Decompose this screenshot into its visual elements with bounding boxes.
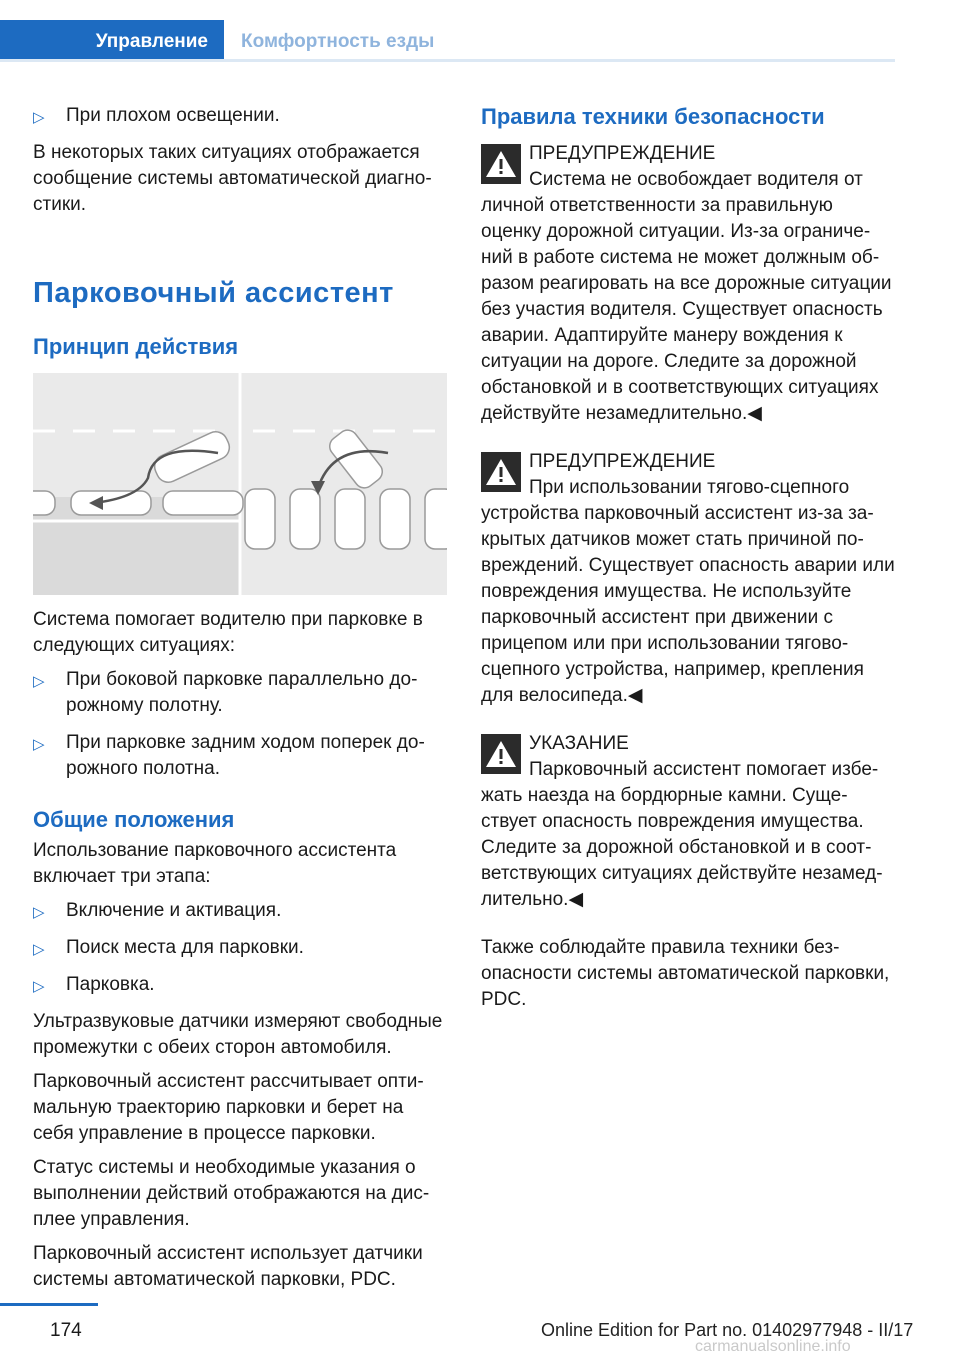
- notice-title: УКАЗАНИЕ: [529, 733, 629, 754]
- list-item: [33, 667, 449, 719]
- edition-info: Online Edition for Part no. 01402977948 - II/17: [541, 1320, 914, 1340]
- list-item-text: Парковка.: [66, 974, 155, 995]
- warning-text: При использовании тягово-сцепного устройства парковочный ассистент из-за закрытых датчиков может стать причиной повреждений. Существует опасность аварии или повреждения имущества. Не используйте парковочный ассистент при движении с прицепом или при использовании тяговосцепного устройства, например, крепления для велосипеда.◀: [481, 477, 895, 706]
- paragraph: Ультразвуковые датчики измеряют свободные промежутки с обеих сторон автомобиля.: [33, 1011, 443, 1058]
- warning-block: [481, 449, 895, 709]
- page-header: [0, 20, 895, 62]
- list-item-text: При парковке задним ходом поперек дорожного полотна.: [66, 732, 425, 779]
- list-item: [33, 972, 449, 998]
- list-item-text: Поиск места для парковки.: [66, 937, 304, 958]
- list-item-text: При боковой парковке параллельно дорожному полотну.: [66, 669, 418, 716]
- paragraph: В некоторых таких ситуациях отображается сообщение системы автоматической диагностики.: [33, 142, 432, 215]
- footer-divider: [0, 1303, 98, 1306]
- warning-title: ПРЕДУПРЕЖДЕНИЕ: [529, 143, 716, 164]
- bullet-triangle-icon: ▷: [33, 941, 45, 958]
- header-divider: [0, 59, 895, 62]
- bullet-triangle-icon: ▷: [33, 673, 45, 690]
- paragraph: Также соблюдайте правила техники безопасности системы автоматической парковки, PDC.: [481, 937, 890, 1010]
- page-number: 174: [50, 1320, 82, 1341]
- list-item: [33, 103, 449, 129]
- bullet-triangle-icon: ▷: [33, 736, 45, 753]
- parking-illustration: [33, 373, 447, 595]
- subsection-title: Принцип действия: [33, 334, 239, 359]
- warning-triangle-icon: [481, 144, 521, 184]
- bullet-triangle-icon: ▷: [33, 904, 45, 921]
- paragraph: Парковочный ассистент использует датчики системы автоматической парковки, PDC.: [33, 1243, 423, 1290]
- warning-block: [481, 141, 895, 427]
- warning-text: Система не освобождает водителя от личной ответственности за правильную оценку дорожной ситуации. Из-за ограничений в работе система не может должным образом реагировать на все дорожные ситуации без участия водителя. Существует опасность аварии. Адаптируйте манеру вождения к ситуации на дороге. Следите за дорожной обстановкой и в соответствующих ситуациях действуйте незамедлительно.◀: [481, 169, 892, 424]
- warning-title: ПРЕДУПРЕЖДЕНИЕ: [529, 451, 716, 472]
- list-item-text: Включение и активация.: [66, 900, 282, 921]
- paragraph: Статус системы и необходимые указания о выполнении действий отображаются на дисплее управления.: [33, 1157, 430, 1230]
- list-item: [33, 935, 449, 961]
- paragraph: Парковочный ассистент рассчитывает оптимальную траекторию парковки и берет на себя управление в процессе парковки.: [33, 1071, 424, 1144]
- subsection-title: Общие положения: [33, 807, 235, 832]
- right-column: [481, 103, 895, 1021]
- list-item: [33, 730, 449, 782]
- header-tab-control[interactable]: Управление: [0, 20, 224, 62]
- paragraph: Система помогает водителю при парковке в следующих ситуациях:: [33, 609, 423, 656]
- notice-block: [481, 731, 895, 913]
- paragraph: Использование парковочного ассистента включает три этапа:: [33, 840, 397, 887]
- header-tab-comfort[interactable]: Комфортность езды: [241, 31, 435, 52]
- subsection-title: Правила техники безопасности: [481, 104, 825, 129]
- left-column: [33, 103, 449, 1301]
- notice-triangle-icon: [481, 734, 521, 774]
- bullet-triangle-icon: ▷: [33, 978, 45, 995]
- list-item-text: При плохом освещении.: [66, 105, 280, 126]
- section-title: Парковочный ассистент: [33, 277, 394, 309]
- list-item: [33, 898, 449, 924]
- watermark: carmanualsonline.info: [695, 1338, 851, 1355]
- bullet-triangle-icon: ▷: [33, 109, 45, 126]
- notice-text: Парковочный ассистент помогает избежать наезда на бордюрные камни. Существует опасность повреждения имущества. Следите за дорожной обстановкой и в соответствующих ситуациях действуйте незамедлительно.◀: [481, 759, 883, 910]
- warning-triangle-icon: [481, 452, 521, 492]
